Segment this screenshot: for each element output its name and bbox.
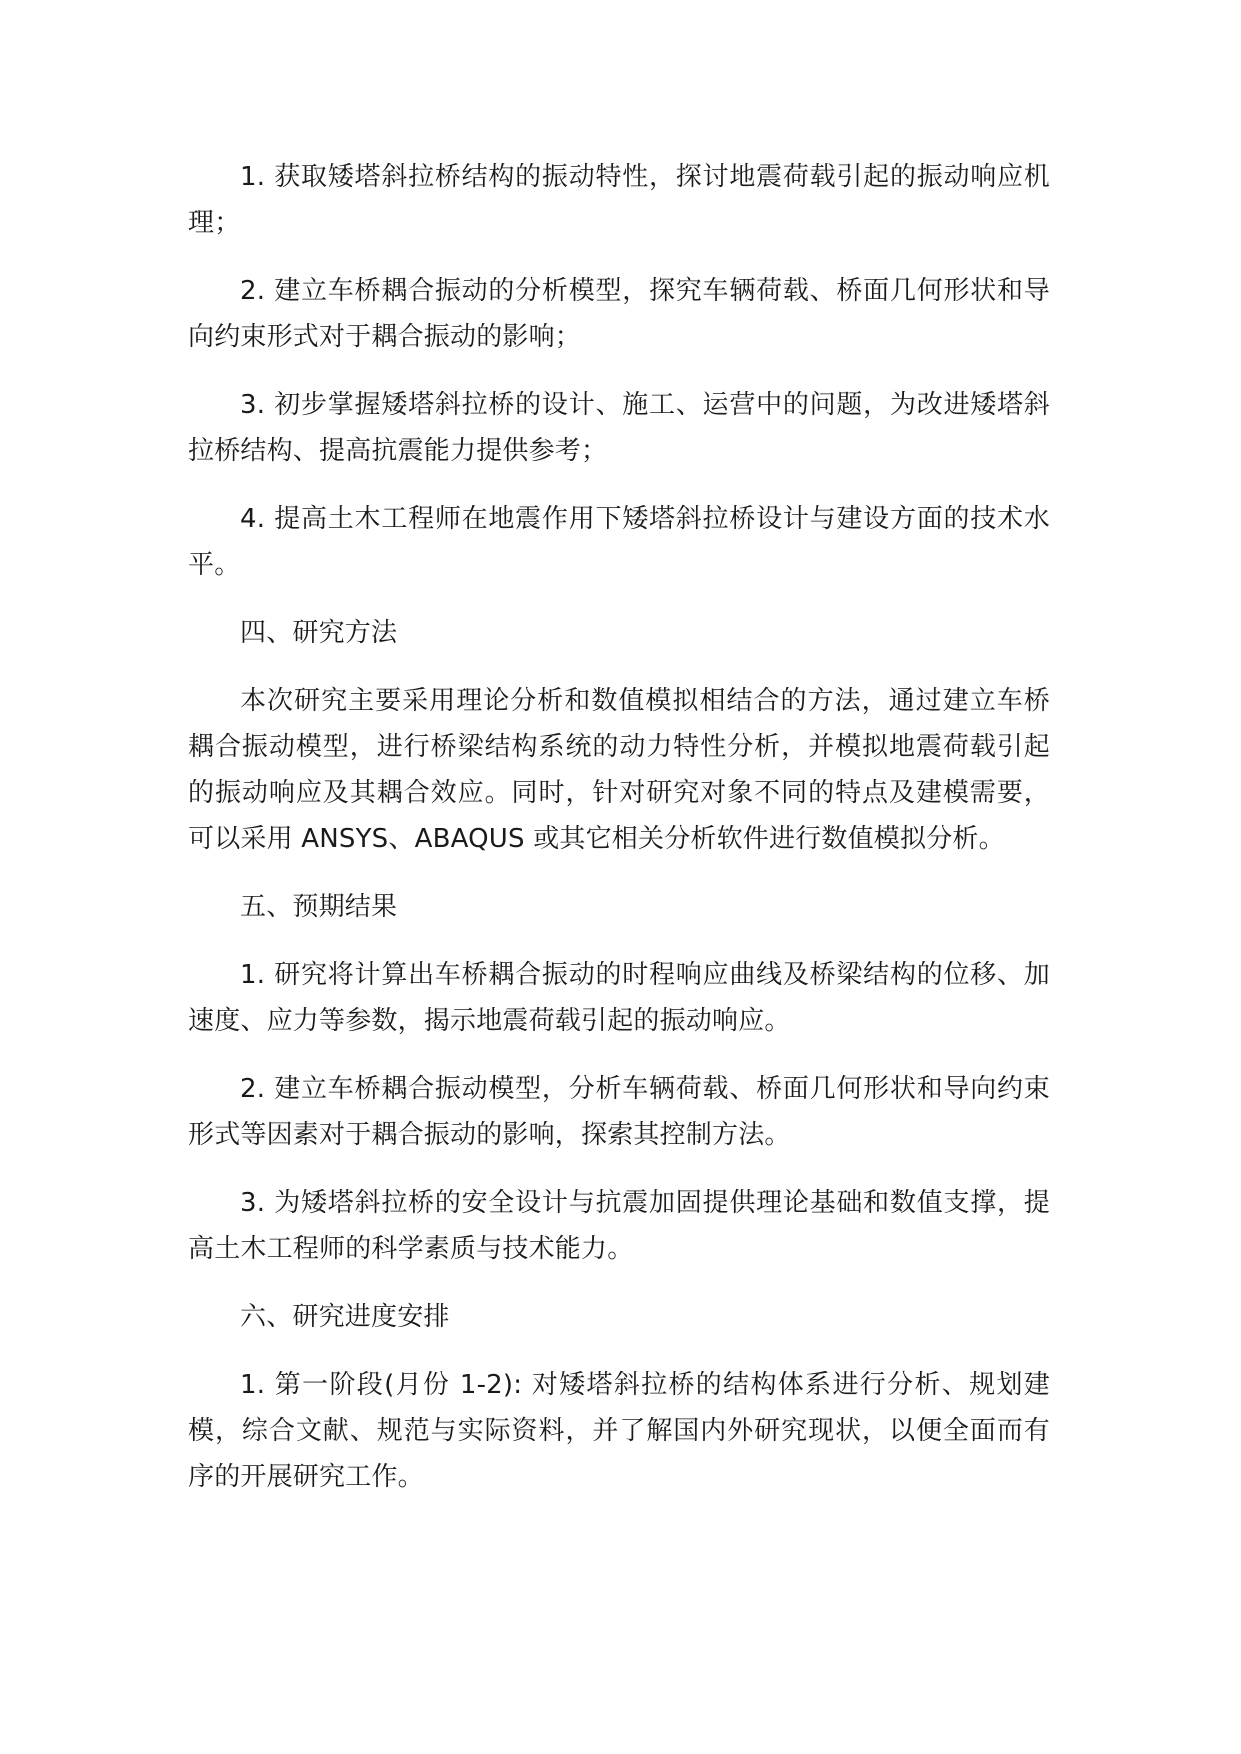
objective-item-3: 3. 初步掌握矮塔斜拉桥的设计、施工、运营中的问题，为改进矮塔斜拉桥结构、提高抗震能力提供参考； <box>188 390 1050 466</box>
objective-item-4: 4. 提高土木工程师在地震作用下矮塔斜拉桥设计与建设方面的技术水平。 <box>188 504 1050 580</box>
objective-item-2: 2. 建立车桥耦合振动的分析模型，探究车辆荷载、桥面几何形状和导向约束形式对于耦合振动的影响； <box>188 276 1050 352</box>
section-heading-schedule: 六、研究进度安排 <box>240 1302 450 1332</box>
result-item-2: 2. 建立车桥耦合振动模型，分析车辆荷载、桥面几何形状和导向约束形式等因素对于耦合振动的影响，探索其控制方法。 <box>188 1074 1050 1150</box>
result-item-1: 1. 研究将计算出车桥耦合振动的时程响应曲线及桥梁结构的位移、加速度、应力等参数，揭示地震荷载引起的振动响应。 <box>188 960 1050 1036</box>
methods-paragraph: 本次研究主要采用理论分析和数值模拟相结合的方法，通过建立车桥耦合振动模型，进行桥梁结构系统的动力特性分析，并模拟地震荷载引起的振动响应及其耦合效应。同时，针对研究对象不同的特点及建模需要，可以采用 ANSYS、ABAQUS 或其它相关分析软件进行数值模拟分析。 <box>188 686 1050 854</box>
result-item-3: 3. 为矮塔斜拉桥的安全设计与抗震加固提供理论基础和数值支撑，提高土木工程师的科学素质与技术能力。 <box>188 1188 1050 1264</box>
schedule-item-1: 1. 第一阶段(月份 1-2): 对矮塔斜拉桥的结构体系进行分析、规划建模，综合文献、规范与实际资料，并了解国内外研究现状，以便全面而有序的开展研究工作。 <box>188 1370 1050 1492</box>
document-body <box>188 154 1050 1522</box>
objective-item-1: 1. 获取矮塔斜拉桥结构的振动特性，探讨地震荷载引起的振动响应机理； <box>188 162 1050 238</box>
section-heading-expected-results: 五、预期结果 <box>240 892 398 922</box>
section-heading-methods: 四、研究方法 <box>240 618 398 648</box>
